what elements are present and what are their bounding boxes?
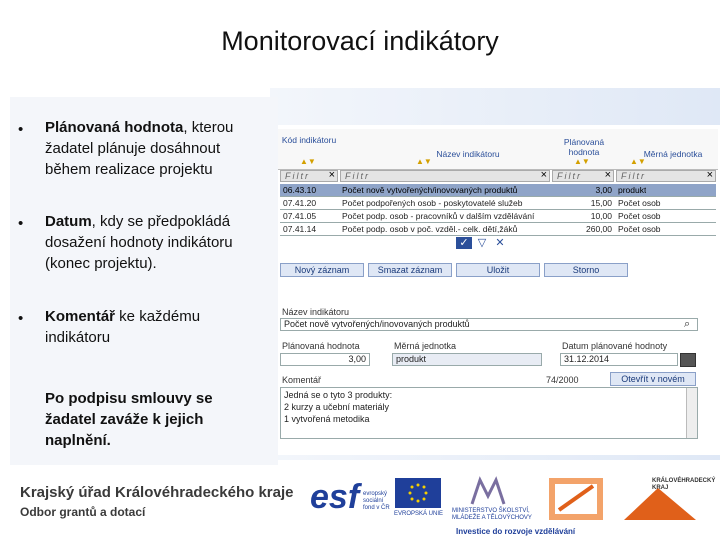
sort-arrows-icon[interactable]: ▲▼ bbox=[300, 157, 316, 166]
filter-name[interactable]: Filtr × bbox=[340, 170, 550, 182]
planned-value-field[interactable]: 3,00 bbox=[280, 353, 370, 366]
sort-arrows-icon[interactable]: ▲▼ bbox=[574, 157, 590, 166]
table-row[interactable]: 07.41.14 Počet podp. osob v poč. vzděl.- celk. dětí,žáků 260,00 Počet osob bbox=[280, 223, 716, 236]
org-name: Krajský úřad Královéhradeckého kraje bbox=[20, 484, 294, 501]
bullet-comment: Komentář ke každému indikátoru bbox=[45, 308, 201, 346]
comment-label: Komentář bbox=[282, 375, 322, 385]
comment-counter: 74/2000 bbox=[546, 375, 579, 385]
filter-planned[interactable]: Filtr × bbox=[552, 170, 614, 182]
grid-toolbar bbox=[456, 237, 510, 249]
bullet-planned-value: Plánovaná hodnota, kterou žadatel plánuje dosáhnout během realizace projektu bbox=[45, 119, 234, 178]
save-button[interactable]: Uložit bbox=[456, 263, 540, 277]
col-code-header[interactable]: Kód indikátoru bbox=[281, 135, 337, 145]
clear-filter-icon: × bbox=[706, 169, 713, 181]
eu-label: EVROPSKÁ UNIE bbox=[394, 511, 444, 517]
region-logo-icon bbox=[545, 474, 607, 524]
indicator-name-field[interactable]: Počet nově vytvořených/inovovaných produktů bbox=[280, 318, 698, 331]
bullet-dot: • bbox=[18, 121, 24, 138]
grid-header bbox=[278, 129, 718, 170]
date-label: Datum plánované hodnoty bbox=[562, 341, 668, 351]
name-label: Název indikátoru bbox=[282, 307, 350, 317]
filter-unit[interactable]: Filtr × bbox=[616, 170, 716, 182]
clear-filter-icon: × bbox=[604, 169, 611, 181]
check-icon[interactable]: ✓ bbox=[456, 237, 472, 249]
unit-label: Měrná jednotka bbox=[394, 341, 457, 351]
msmt-label: MINISTERSTVO ŠKOLSTVÍ, MLÁDEŽE A TĚLOVÝCHOVY bbox=[452, 508, 532, 521]
date-field[interactable]: 31.12.2014 bbox=[560, 353, 678, 366]
cancel-button[interactable]: Storno bbox=[544, 263, 628, 277]
new-record-button[interactable]: Nový záznam bbox=[280, 263, 364, 277]
filter-icon[interactable]: ▽ bbox=[477, 237, 487, 249]
org-department: Odbor grantů a dotací bbox=[20, 505, 146, 519]
sort-arrows-icon[interactable]: ▲▼ bbox=[416, 157, 432, 166]
table-row[interactable]: 07.41.20 Počet podpořených osob - poskytovatelé služeb 15,00 Počet osob bbox=[280, 197, 716, 210]
sort-arrows-icon[interactable]: ▲▼ bbox=[630, 157, 646, 166]
col-name-header[interactable]: Název indikátoru bbox=[436, 149, 500, 159]
planned-label: Plánovaná hodnota bbox=[282, 341, 360, 351]
esf-subtitle: evropský sociální fond v ČR bbox=[363, 491, 390, 511]
clear-filter-icon: × bbox=[328, 169, 335, 181]
comment-textarea[interactable]: Jedná se o tyto 3 produkty: 2 kurzy a učební materiály 1 vytvořená metodika bbox=[280, 387, 698, 439]
clear-filter-icon: × bbox=[540, 169, 547, 181]
kraj-label: KRÁLOVÉHRADECKÝ KRAJ bbox=[652, 478, 716, 491]
unit-field: produkt bbox=[392, 353, 542, 366]
eu-flag-icon bbox=[395, 478, 441, 508]
slide-title: Monitorovací indikátory bbox=[221, 26, 499, 56]
col-planned-header[interactable]: Plánovaná hodnota bbox=[563, 137, 605, 157]
commitment-note: Po podpisu smlouvy se žadatel zaváže k jejich naplnění. bbox=[45, 390, 213, 449]
bullet-dot: • bbox=[18, 310, 24, 327]
delete-record-button[interactable]: Smazat záznam bbox=[368, 263, 452, 277]
col-unit-header[interactable]: Měrná jednotka bbox=[643, 149, 703, 159]
comment-scrollbar[interactable] bbox=[686, 388, 697, 438]
bullet-dot: • bbox=[18, 215, 24, 232]
investment-slogan: Investice do rozvoje vzdělávání bbox=[456, 527, 576, 536]
filter-code[interactable]: Filtr × bbox=[280, 170, 338, 182]
footer bbox=[0, 468, 720, 540]
cancel-icon[interactable]: ✕ bbox=[495, 237, 505, 249]
open-new-window-button[interactable]: Otevřít v novém bbox=[610, 372, 696, 386]
calendar-icon[interactable] bbox=[680, 353, 696, 367]
msmt-logo-icon bbox=[468, 476, 508, 508]
table-row[interactable]: 06.43.10 Počet nově vytvořených/inovovaných produktů 3,00 produkt bbox=[280, 184, 716, 197]
table-row[interactable]: 07.41.05 Počet podp. osob - pracovníků v dalším vzdělávání 10,00 Počet osob bbox=[280, 210, 716, 223]
bullet-date: Datum, kdy se předpokládá dosažení hodnoty indikátoru (konec projektu). bbox=[45, 213, 233, 272]
indicator-app bbox=[278, 125, 720, 455]
esf-logo: esf bbox=[310, 478, 360, 516]
search-icon[interactable]: ⌕ bbox=[684, 318, 691, 330]
